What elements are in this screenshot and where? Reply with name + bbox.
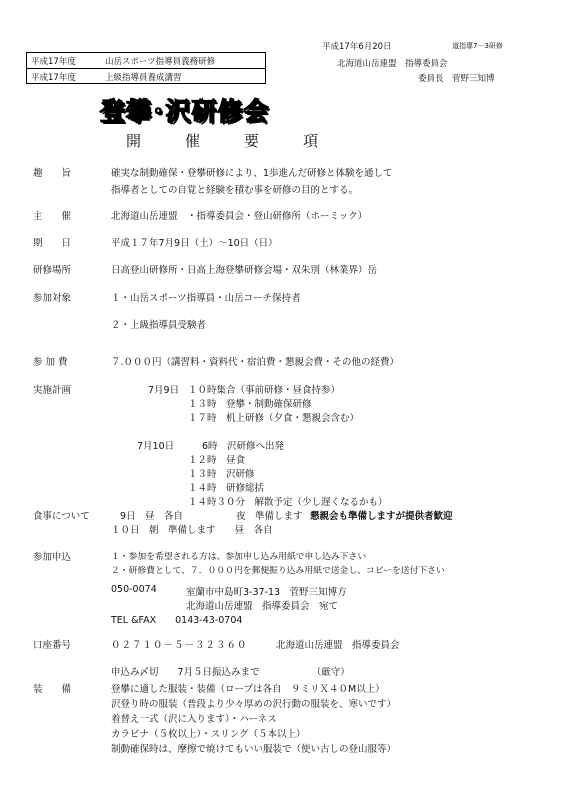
host-label: 主 催 — [33, 211, 72, 222]
account-number: ０２７１０－５－３２３６０ — [111, 640, 248, 651]
schedule-row: １４時 研修総括 — [188, 483, 265, 494]
meals-label: 食事について — [33, 511, 90, 522]
issuing-organization: 北海道山岳連盟 指導委員会 — [337, 59, 448, 69]
schedule-row: １２時 昼食 — [188, 455, 246, 466]
equipment-item: 着替え一式（沢に入ります）・ハーネス — [111, 714, 277, 725]
mailing-recipient: 北海道山岳連盟 指導委員会 宛て — [186, 601, 339, 612]
page-title: 登攀･沢研修会 — [100, 97, 270, 126]
target-item: １・山岳スポーツ指導員・山岳コーチ保持者 — [111, 293, 301, 304]
schedule-row: 6時 沢研修へ出発 — [202, 441, 285, 452]
equipment-item: 沢登り時の服装（普段より少々厚めの沢行動の服装を、寒いです） — [111, 699, 397, 710]
schedule-date: 7月9日 — [148, 385, 180, 396]
apply-label: 参加申込 — [33, 552, 72, 563]
program-year: 平成17年度 — [31, 73, 76, 83]
account-holder: 北海道山岳連盟 指導委員会 — [276, 640, 400, 651]
schedule-row: １３時 沢研修 — [188, 469, 255, 480]
equipment-label: 装 備 — [33, 684, 72, 695]
contact-phone: TEL &FAX 0143-43-0704 — [111, 615, 243, 626]
meals-row: 夜 準備します — [236, 511, 303, 522]
venue-value: 日高登山研修所・日高上海登攀研修会場・双朱別（林業界）岳 — [111, 265, 378, 276]
date-value: 平成１７年7月9日（土）～10日（日） — [111, 238, 278, 249]
equipment-item: カラビナ（５枚以上）・スリング（５本以上） — [111, 729, 306, 740]
meals-note: 懇親会も準備しますが提供者歓迎 — [310, 511, 453, 522]
payment-deadline: 申込み〆切 7月５日振込みまで （厳守） — [111, 667, 350, 678]
plan-label: 実施計画 — [33, 385, 72, 396]
program-name: 山岳スポーツ指導員義務研修 — [105, 57, 216, 67]
purpose-text: 確実な制動確保・登攀研修により、1歩進んだ研修と体験を通して — [111, 168, 393, 179]
fee-value: ７.０００円（講習料・資料代・宿泊費・懇親会費・その他の経費） — [111, 357, 400, 368]
postal-code: 050-0074 — [111, 584, 157, 595]
meals-row: 9日 昼 各自 — [120, 511, 184, 522]
program-year: 平成17年度 — [31, 57, 76, 67]
fee-label: 参 加 費 — [33, 357, 68, 368]
equipment-item: 登攀に適した服装・装備（ロープは各自 ９ミリＸ４０M以上） — [111, 684, 385, 695]
venue-label: 研修場所 — [33, 265, 72, 276]
target-item: ２・上級指導員受験者 — [111, 320, 207, 331]
purpose-text: 指導者としての自覚と経験を積む事を研修の目的とする。 — [111, 185, 359, 196]
document-number: 道指導7－3研修 — [452, 42, 503, 50]
schedule-row: １３時 登攀・制動確保研修 — [188, 399, 312, 410]
document-date: 平成17年6月20日 — [322, 42, 392, 52]
account-label: 口座番号 — [33, 640, 72, 651]
host-value: 北海道山岳連盟 ・指導委員会・登山研修所（ホーミック） — [111, 211, 368, 222]
schedule-date: 7月10日 — [137, 441, 175, 452]
mailing-address: 室蘭市中島町3-37-13 菅野三知博方 — [186, 587, 347, 598]
purpose-label: 趣 旨 — [33, 168, 72, 179]
program-box — [26, 52, 266, 84]
apply-instruction: １・参加を希望される方は、参加申し込み用紙で申し込み下さい — [111, 552, 367, 562]
schedule-row: １７時 机上研修（夕食・懇親会含む） — [188, 413, 360, 424]
meals-row: １０日 朝 準備します 昼 各自 — [111, 525, 273, 536]
equipment-item: 制動確保時は、摩擦で焼けてもいい服装で（使い古しの登山服等） — [111, 744, 397, 755]
schedule-row: １４時３０分 解散予定（少し遅くなるかも） — [188, 497, 388, 508]
box-divider — [27, 68, 265, 69]
page-subtitle: 開催要項 — [126, 132, 363, 150]
schedule-row: １０時集合（事前研修・昼食持参） — [188, 385, 341, 396]
date-label: 期 日 — [33, 238, 72, 249]
committee-chair: 委員長 菅野三知博 — [418, 74, 495, 84]
program-name: 上級指導員養成講習 — [105, 73, 182, 83]
apply-instruction: ２・研修費として、７．０００円を郵便振り込み用紙で送金し、コピーを送付下さい — [111, 566, 445, 576]
target-label: 参加対象 — [33, 293, 72, 304]
